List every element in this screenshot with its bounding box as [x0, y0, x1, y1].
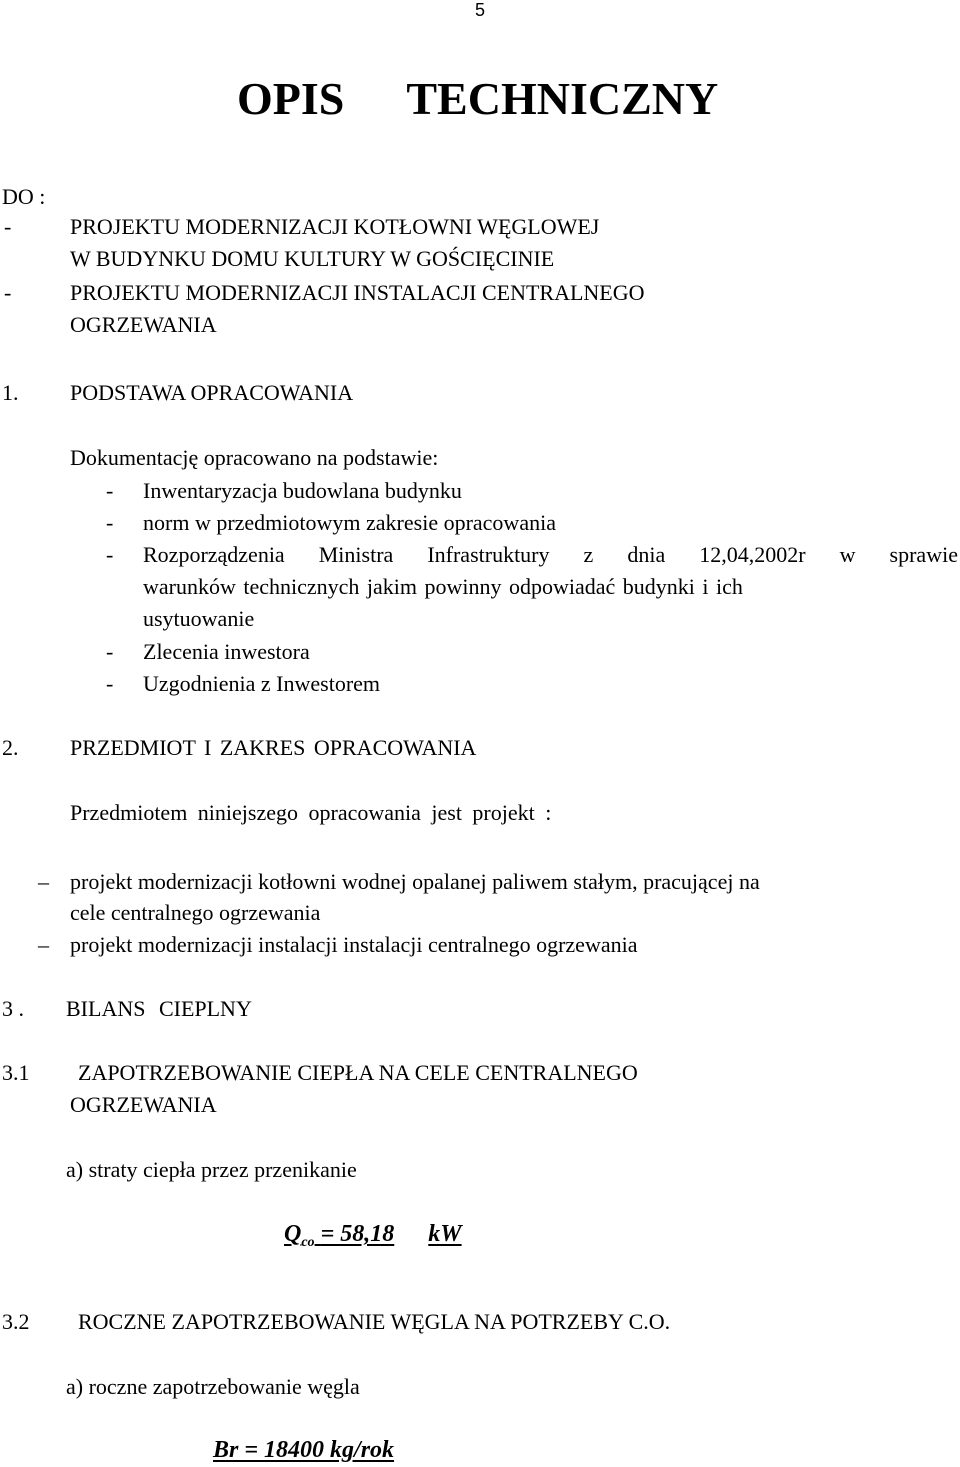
- s1-item-5-text: Uzgodnienia z Inwestorem: [143, 671, 381, 696]
- section-3-2-number: 3.2: [2, 1309, 30, 1334]
- s2-item-2-line-1: projekt modernizacji instalacji instalacji centralnego ogrzewania: [70, 932, 638, 957]
- section-3-1-number: 3.1: [2, 1060, 30, 1085]
- s1-item-4-text: Zlecenia inwestora: [143, 639, 310, 664]
- formula-unit: kW: [428, 1221, 462, 1247]
- section-1-heading: PODSTAWA OPRACOWANIA: [70, 380, 354, 405]
- s1-item-1-text: Inwentaryzacja budowlana budynku: [143, 478, 462, 503]
- section-2-intro: Przedmiotem niniejszego opracowania jest projekt :: [70, 800, 552, 825]
- s1-item-3-word: sprawie: [889, 542, 958, 567]
- s1-item-2-dash: -: [106, 510, 114, 535]
- s1-item-3-line-3: usytuowanie: [143, 606, 255, 631]
- coal-demand-formula: Br = 18400 kg/rok: [213, 1437, 395, 1463]
- section-3-1-item: a) straty ciepła przez przenikanie: [66, 1157, 357, 1182]
- do-item-1-dash: -: [4, 214, 12, 239]
- do-item-1-line-1: PROJEKTU MODERNIZACJI KOTŁOWNI WĘGLOWEJ: [70, 214, 600, 239]
- title-word-1: OPIS: [237, 73, 345, 124]
- do-item-2-line-1: PROJEKTU MODERNIZACJI INSTALACJI CENTRALNEGO: [70, 280, 645, 305]
- s1-item-3-word: z: [583, 542, 594, 567]
- s1-item-3-dash: -: [106, 542, 114, 567]
- section-2-heading: PRZEDMIOT I ZAKRES OPRACOWANIA: [70, 735, 477, 760]
- section-1-number: 1.: [2, 380, 19, 405]
- s2-item-2-dash: –: [38, 932, 49, 957]
- s1-item-3-word: Rozporządzenia: [143, 542, 285, 567]
- do-label: DO :: [2, 184, 46, 209]
- section-3-1-heading-line-2: OGRZEWANIA: [70, 1092, 217, 1117]
- s1-item-2-text: norm w przedmiotowym zakresie opracowania: [143, 510, 556, 535]
- formula-subscript: co: [301, 1235, 315, 1250]
- section-1-intro: Dokumentację opracowano na podstawie:: [70, 445, 439, 470]
- section-3-1-heading-line-1: ZAPOTRZEBOWANIE CIEPŁA NA CELE CENTRALNEGO: [78, 1060, 638, 1085]
- section-3-number: 3 .: [2, 996, 24, 1021]
- s2-item-1-line-1: projekt modernizacji kotłowni wodnej opalanej paliwem stałym, pracującej na: [70, 869, 760, 894]
- s2-item-1-dash: –: [38, 869, 49, 894]
- document-title: [237, 74, 718, 124]
- s1-item-3-word: Ministra: [318, 542, 394, 567]
- do-item-2-line-2: OGRZEWANIA: [70, 312, 217, 337]
- formula-value: = 58,18: [320, 1221, 395, 1247]
- section-3-2-item: a) roczne zapotrzebowanie węgla: [66, 1374, 360, 1399]
- s1-item-5-dash: -: [106, 671, 114, 696]
- do-item-2-dash: -: [4, 280, 12, 305]
- section-3-2-heading: ROCZNE ZAPOTRZEBOWANIE WĘGLA NA POTRZEBY C.O.: [78, 1309, 671, 1334]
- page-number: 5: [475, 0, 486, 20]
- formula-symbol: Q: [284, 1221, 302, 1247]
- s2-item-1-line-2: cele centralnego ogrzewania: [70, 900, 321, 925]
- s1-item-3-word: w: [839, 542, 856, 567]
- s1-item-1-dash: -: [106, 478, 114, 503]
- s1-item-3-line-2: warunków technicznych jakim powinny odpowiadać budynki i ich: [143, 574, 743, 599]
- title-word-2: TECHNICZNY: [406, 73, 719, 124]
- s1-item-3-word: Infrastruktury: [427, 542, 550, 567]
- s1-item-4-dash: -: [106, 639, 114, 664]
- section-3-heading: BILANS CIEPLNY: [66, 996, 252, 1021]
- s1-item-3-word: dnia: [627, 542, 666, 567]
- s1-item-3-word: 12,04,2002r: [699, 542, 806, 567]
- section-2-number: 2.: [2, 735, 19, 760]
- do-item-1-line-2: W BUDYNKU DOMU KULTURY W GOŚCIĘCINIE: [70, 246, 555, 271]
- heat-demand-formula: [284, 1220, 462, 1257]
- s1-item-3-line-1: [143, 542, 958, 568]
